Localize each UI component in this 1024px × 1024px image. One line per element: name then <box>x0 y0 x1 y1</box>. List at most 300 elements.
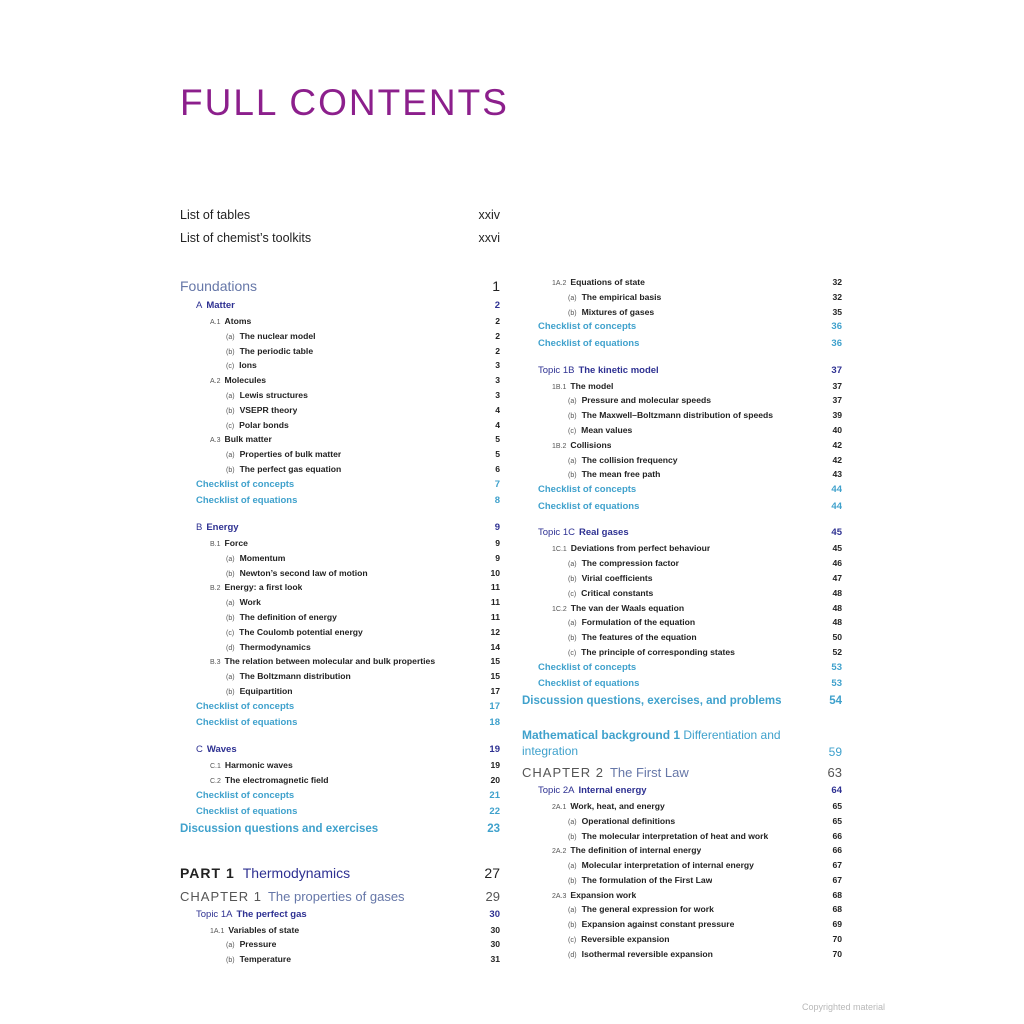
toc-entry-page: 47 <box>832 572 842 583</box>
toc-entry-page: 2 <box>495 330 500 341</box>
toc-entry-text <box>226 420 289 430</box>
toc-entry-subletter: (b) <box>226 348 235 356</box>
toc-entry-part[interactable] <box>180 865 500 889</box>
toc-entry-title: Checklist of equations <box>196 495 298 507</box>
toc-entry-lv2[interactable] <box>522 365 842 381</box>
toc-entry-lv4[interactable] <box>180 954 500 969</box>
front-matter-page: xxiv <box>478 208 500 222</box>
toc-entry-text <box>552 801 665 811</box>
toc-entry-page: 30 <box>489 908 500 920</box>
toc-entry-title: Checklist of equations <box>196 717 298 729</box>
toc-entry-text <box>538 484 636 495</box>
toc-entry-subletter: (b) <box>568 635 577 643</box>
toc-entry-number: 1B.2 <box>552 442 567 450</box>
toc-entry-lv4[interactable] <box>522 949 842 964</box>
toc-entry-lv3[interactable] <box>522 801 842 816</box>
toc-entry-title: The electromagnetic field <box>224 774 329 785</box>
toc-entry-page: 18 <box>489 717 500 729</box>
toc-entry-lv4[interactable] <box>180 612 500 627</box>
toc-entry-number: 2A.1 <box>552 803 567 811</box>
toc-entry-title: Matter <box>206 300 235 311</box>
toc-entry-text <box>226 390 308 400</box>
toc-entry-page: 29 <box>485 888 500 904</box>
toc-spacer <box>180 512 500 522</box>
toc-entry-subletter: (b) <box>568 922 577 930</box>
toc-entry-check[interactable] <box>180 717 500 734</box>
toc-entry-title: The definition of energy <box>239 611 337 622</box>
toc-entry-number: C.2 <box>210 777 221 785</box>
toc-entry-lv4[interactable] <box>180 686 500 701</box>
toc-entry-text <box>226 954 291 964</box>
toc-entry-text <box>180 278 257 294</box>
toc-entry-page: 6 <box>495 463 500 474</box>
toc-entry-lv2[interactable] <box>522 785 842 801</box>
toc-entry-page: 69 <box>832 919 842 930</box>
toc-entry-subletter: (b) <box>226 957 235 965</box>
toc-entry-subletter: (c) <box>568 937 577 945</box>
toc-entry-lv4[interactable] <box>522 573 842 588</box>
toc-entry-subletter: (c) <box>568 590 577 598</box>
toc-entry-title: Force <box>224 537 248 548</box>
toc-entry-page: 32 <box>832 277 842 287</box>
toc-entry-text <box>210 316 251 326</box>
toc-entry-page: 43 <box>832 469 842 480</box>
toc-entry-name: The First Law <box>609 764 689 780</box>
toc-entry-text <box>226 597 261 607</box>
toc-entry-page: 44 <box>831 484 842 496</box>
toc-entry-page: 37 <box>832 395 842 406</box>
toc-entry-page: 8 <box>494 495 500 507</box>
toc-entry-title: Deviations from perfect behaviour <box>570 543 711 554</box>
toc-entry-page: 68 <box>832 889 842 900</box>
toc-entry-page: 5 <box>495 434 500 445</box>
toc-entry-lv4[interactable] <box>522 617 842 632</box>
toc-entry-check[interactable] <box>522 338 842 355</box>
toc-entry-lv3[interactable] <box>522 845 842 860</box>
toc-entry-lv3[interactable] <box>180 775 500 790</box>
toc-entry-check[interactable] <box>522 662 842 679</box>
toc-entry-text <box>538 501 639 512</box>
toc-entry-page: 32 <box>832 291 842 302</box>
toc-entry-lv3[interactable] <box>522 440 842 455</box>
toc-entry-lv2[interactable] <box>180 909 500 925</box>
toc-entry-number: 1B.1 <box>552 383 567 391</box>
toc-entry-disc[interactable] <box>180 823 500 847</box>
toc-entry-title: Harmonic waves <box>224 759 293 770</box>
toc-entry-text <box>568 307 654 317</box>
toc-entry-title: Checklist of concepts <box>196 789 295 801</box>
toc-entry-check[interactable] <box>180 495 500 512</box>
toc-entry-title: The general expression for work <box>581 904 714 915</box>
toc-entry-number: C <box>196 743 203 755</box>
toc-entry-lv4[interactable] <box>180 360 500 375</box>
toc-entry-check[interactable] <box>180 701 500 718</box>
toc-entry-subletter: (a) <box>568 907 577 915</box>
toc-entry-subletter: (c) <box>568 649 577 657</box>
toc-entry-text <box>568 919 734 929</box>
toc-entry-check[interactable] <box>180 806 500 823</box>
toc-entry-lv2[interactable] <box>180 300 500 316</box>
toc-entry-page: 45 <box>832 543 842 554</box>
toc-entry-page: 64 <box>831 784 842 796</box>
toc-entry-text <box>226 449 341 459</box>
toc-entry-page: 35 <box>832 306 842 317</box>
toc-entry-subletter: (a) <box>226 674 235 682</box>
toc-entry-subletter: (a) <box>568 398 577 406</box>
toc-entry-text <box>210 582 302 592</box>
toc-entry-page: 9 <box>495 537 500 548</box>
toc-entry-lv3[interactable] <box>522 603 842 618</box>
toc-entry-page: 21 <box>489 789 500 801</box>
toc-entry-title: The nuclear model <box>239 330 316 341</box>
toc-entry-number: A.1 <box>210 319 221 326</box>
toc-entry-lv4[interactable] <box>180 671 500 686</box>
toc-entry-lv3[interactable] <box>522 890 842 905</box>
toc-entry-lv4[interactable] <box>522 816 842 831</box>
toc-entry-subletter: (a) <box>226 333 235 341</box>
toc-entry-text <box>538 678 639 689</box>
toc-entry-page: 54 <box>829 694 842 707</box>
toc-entry-text <box>538 365 659 376</box>
toc-entry-title: The compression factor <box>581 558 679 569</box>
toc-entry-page: 1 <box>492 278 500 294</box>
toc-entry-lv4[interactable] <box>522 632 842 647</box>
toc-entry-number: 1C.1 <box>552 546 567 554</box>
toc-entry-page: 12 <box>490 626 500 637</box>
toc-entry-subletter: (a) <box>568 818 577 826</box>
toc-entry-text <box>568 395 711 405</box>
toc-entry-title: Atoms <box>224 316 252 326</box>
toc-entry-page: 2 <box>495 345 500 356</box>
toc-entry-page: 17 <box>489 700 500 712</box>
toc-entry-subletter: (d) <box>568 951 577 959</box>
page-title: FULL CONTENTS <box>180 82 509 123</box>
toc-entry-lv4[interactable] <box>522 588 842 603</box>
toc-entry-number: Topic 1C <box>538 527 575 539</box>
toc-entry-lv4[interactable] <box>522 455 842 470</box>
toc-entry-text <box>210 434 272 444</box>
toc-entry-page: 11 <box>490 611 500 622</box>
toc-entry-lv4[interactable] <box>522 934 842 949</box>
toc-entry-title: Molecular interpretation of internal energy <box>581 860 754 871</box>
toc-entry-page: 3 <box>495 360 500 371</box>
toc-entry-text <box>196 909 307 920</box>
toc-entry-page: 63 <box>827 764 842 780</box>
toc-entry-title: Momentum <box>239 552 286 563</box>
toc-entry-lv4[interactable] <box>522 307 842 322</box>
front-matter-item-toolkits[interactable] <box>180 227 500 249</box>
toc-entry-title: Checklist of equations <box>196 806 298 818</box>
toc-entry-title: The Coulomb potential energy <box>239 626 363 637</box>
toc-entry-lv3[interactable] <box>180 434 500 449</box>
toc-entry-lv4[interactable] <box>180 449 500 464</box>
toc-entry-lv3[interactable] <box>180 538 500 553</box>
toc-entry-subletter: (b) <box>568 877 577 885</box>
toc-entry-text <box>180 865 350 881</box>
toc-entry-text <box>568 292 661 302</box>
toc-entry-text <box>568 558 679 568</box>
toc-entry-text <box>538 321 636 332</box>
toc-entry-chapter[interactable] <box>180 889 500 909</box>
toc-entry-lv3[interactable] <box>180 656 500 671</box>
toc-entry-lv4[interactable] <box>522 919 842 934</box>
toc-entry-page: 48 <box>832 587 842 598</box>
toc-entry-text <box>226 553 285 563</box>
toc-entry-text <box>538 527 629 538</box>
toc-entry-title: Checklist of equations <box>538 678 640 690</box>
toc-entry-subletter: (c) <box>226 363 235 371</box>
toc-entry-text <box>552 845 701 855</box>
toc-entry-lv4[interactable] <box>180 405 500 420</box>
front-matter-page: xxvi <box>478 231 500 245</box>
toc-entry-text <box>522 765 689 780</box>
toc-entry-title: The model <box>570 380 614 391</box>
toc-entry-text <box>226 612 337 622</box>
toc-entry-lv3[interactable] <box>180 316 500 331</box>
toc-entry-text <box>568 425 632 435</box>
toc-entry-title: Energy: a first look <box>224 582 303 593</box>
toc-entry-lv3[interactable] <box>180 760 500 775</box>
toc-entry-lv4[interactable] <box>180 346 500 361</box>
toc-entry-lv4[interactable] <box>522 875 842 890</box>
toc-entry-label: CHAPTER 2 <box>522 764 604 780</box>
toc-entry-lv4[interactable] <box>180 464 500 479</box>
toc-entry-lv4[interactable] <box>522 860 842 875</box>
toc-entry-page: 53 <box>831 678 842 690</box>
toc-entry-lv4[interactable] <box>180 331 500 346</box>
toc-entry-text <box>196 790 294 801</box>
toc-entry-text <box>196 717 297 728</box>
toc-entry-subletter: (b) <box>226 614 235 622</box>
toc-entry-text <box>568 875 712 885</box>
toc-entry-text <box>226 464 341 474</box>
toc-entry-number: Topic 2A <box>538 784 575 796</box>
toc-entry-page: 4 <box>495 419 500 430</box>
toc-entry-page: 31 <box>490 954 500 965</box>
toc-entry-text <box>522 727 802 759</box>
toc-entry-check[interactable] <box>180 479 500 496</box>
toc-entry-page: 36 <box>831 321 842 333</box>
toc-entry-text <box>210 538 248 548</box>
toc-entry-text <box>210 775 329 785</box>
toc-entry-lv4[interactable] <box>522 831 842 846</box>
toc-entry-lv4[interactable] <box>180 939 500 954</box>
toc-entry-page: 53 <box>831 661 842 673</box>
toc-entry-page: 59 <box>828 744 842 759</box>
toc-entry-page: 2 <box>494 300 500 311</box>
toc-entry-text <box>552 381 613 391</box>
toc-entry-title: The collision frequency <box>581 454 678 465</box>
toc-entry-lv4[interactable] <box>522 425 842 440</box>
toc-entry-text <box>522 695 781 707</box>
toc-entry-page: 45 <box>831 527 842 539</box>
toc-entry-subletter: (b) <box>226 466 235 474</box>
toc-entry-title: Operational definitions <box>581 815 676 826</box>
toc-entry-text <box>568 816 675 826</box>
toc-entry-number: B.2 <box>210 585 221 593</box>
toc-entry-title: The relation between molecular and bulk properties <box>224 656 436 667</box>
toc-entry-text <box>226 642 311 652</box>
toc-entry-page: 66 <box>832 830 842 841</box>
toc-entry-subletter: (b) <box>568 833 577 841</box>
toc-entry-text <box>210 656 435 666</box>
toc-entry-text <box>568 410 773 420</box>
toc-entry-title: Checklist of concepts <box>538 321 637 333</box>
toc-entry-check[interactable] <box>180 790 500 807</box>
copyright-notice: Copyrighted material <box>802 1002 886 1012</box>
toc-entry-text <box>226 686 293 696</box>
toc-entry-text <box>196 522 239 533</box>
toc-entry-title: The definition of internal energy <box>570 845 702 856</box>
toc-entry-text <box>568 860 754 870</box>
toc-entry-title: Mean values <box>581 424 633 435</box>
toc-entry-disc[interactable] <box>522 695 842 719</box>
toc-entry-number: Topic 1B <box>538 364 575 376</box>
toc-entry-page: 9 <box>494 521 500 533</box>
toc-entry-lv4[interactable] <box>180 553 500 568</box>
toc-entry-number: B.3 <box>210 659 221 667</box>
toc-entry-title: Collisions <box>570 439 612 450</box>
toc-entry-page: 4 <box>495 404 500 415</box>
toc-entry-lv4[interactable] <box>180 390 500 405</box>
toc-entry-text <box>538 785 647 796</box>
toc-entry-title: The empirical basis <box>581 291 662 302</box>
toc-entry-mathbg[interactable] <box>522 719 842 765</box>
toc-entry-title: Equipartition <box>239 685 293 696</box>
toc-entry-subletter: (b) <box>568 472 577 480</box>
toc-entry-title: Thermodynamics <box>239 641 311 652</box>
front-matter-label: List of chemist’s toolkits <box>180 231 312 245</box>
toc-entry-lv2[interactable] <box>522 527 842 543</box>
toc-entry-title: Bulk matter <box>224 434 272 445</box>
toc-entry-lv4[interactable] <box>180 642 500 657</box>
toc-spacer <box>522 517 842 527</box>
toc-entry-title: The van der Waals equation <box>570 602 685 613</box>
front-matter-item-tables[interactable] <box>180 204 500 226</box>
toc-entry-page: 23 <box>487 822 500 835</box>
toc-entry-page: 22 <box>489 806 500 818</box>
toc-entry-title: Pressure and molecular speeds <box>581 395 712 406</box>
toc-entry-number: Topic 1A <box>196 908 233 920</box>
toc-entry-subletter: (a) <box>226 942 235 950</box>
toc-entry-lv4[interactable] <box>180 568 500 583</box>
toc-entry-title: Pressure <box>239 939 277 950</box>
toc-entry-page: 65 <box>832 800 842 811</box>
toc-entry-lv4[interactable] <box>522 469 842 484</box>
toc-entry-page: 3 <box>495 375 500 386</box>
toc-entry-lv4[interactable] <box>180 627 500 642</box>
toc-entry-title: The formulation of the First Law <box>581 874 713 885</box>
toc-entry-lv3[interactable] <box>522 381 842 396</box>
toc-entry-title: Critical constants <box>581 587 654 598</box>
toc-entry-lv4[interactable] <box>522 292 842 307</box>
toc-entry-subletter: (a) <box>568 457 577 465</box>
toc-entry-number: A <box>196 300 203 311</box>
toc-entry-text <box>568 632 697 642</box>
toc-entry-subletter: (c) <box>226 629 235 637</box>
toc-entry-text <box>568 904 714 914</box>
toc-entry-subletter: (a) <box>568 561 577 569</box>
toc-entry-title: Checklist of concepts <box>196 700 295 712</box>
toc-entry-page: 27 <box>484 864 500 881</box>
toc-entry-text <box>226 405 297 415</box>
toc-entry-lv3[interactable] <box>522 277 842 292</box>
toc-entry-lv4[interactable] <box>180 420 500 435</box>
toc-entry-lv2[interactable] <box>180 522 500 538</box>
toc-entry-label: PART 1 <box>180 864 235 881</box>
toc-entry-chapter[interactable] <box>522 765 842 785</box>
toc-entry-text <box>226 568 368 578</box>
toc-entry-number: B <box>196 521 203 533</box>
toc-entry-title: Discussion questions and exercises <box>180 822 379 835</box>
toc-entry-lv4[interactable] <box>180 597 500 612</box>
toc-entry-lv3[interactable] <box>522 543 842 558</box>
toc-entry-title: Real gases <box>578 527 629 539</box>
toc-entry-title: The molecular interpretation of heat and work <box>581 830 769 841</box>
toc-entry-title: The perfect gas equation <box>239 463 342 474</box>
toc-entry-text <box>552 543 710 553</box>
toc-entry-page: 48 <box>832 602 842 613</box>
toc-entry-lv4[interactable] <box>522 410 842 425</box>
toc-entry-title: Properties of bulk matter <box>239 449 342 460</box>
toc-entry-number: 1C.2 <box>552 605 567 613</box>
toc-entry-check[interactable] <box>522 678 842 695</box>
toc-entry-title: Work <box>239 597 261 608</box>
toc-entry-subletter: (a) <box>568 863 577 871</box>
toc-entry-text <box>552 603 684 613</box>
toc-entry-lv3[interactable] <box>180 582 500 597</box>
toc-entry-subletter: (c) <box>568 427 577 435</box>
toc-spacer <box>180 847 500 865</box>
toc-entry-check[interactable] <box>522 321 842 338</box>
toc-entry-lv4[interactable] <box>522 395 842 410</box>
toc-entry-page: 50 <box>832 632 842 643</box>
toc-entry-text <box>538 338 639 349</box>
toc-entry-check[interactable] <box>522 484 842 501</box>
toc-entry-title: Molecules <box>224 375 267 386</box>
toc-right-column <box>522 277 842 964</box>
toc-entry-subletter: (a) <box>226 392 235 400</box>
toc-entry-number: 1A.1 <box>210 927 225 935</box>
toc-entry-lv4[interactable] <box>522 647 842 662</box>
toc-entry-lv3[interactable] <box>180 375 500 390</box>
toc-entry-part-heading[interactable] <box>180 278 500 300</box>
toc-entry-page: 39 <box>832 410 842 421</box>
toc-entry-number: A.3 <box>210 437 221 445</box>
toc-entry-subletter: (d) <box>226 644 235 652</box>
toc-entry-title: The Maxwell–Boltzmann distribution of speeds <box>581 410 774 421</box>
toc-entry-lv4[interactable] <box>522 558 842 573</box>
toc-entry-text <box>180 823 378 835</box>
toc-entry-lv3[interactable] <box>180 925 500 940</box>
toc-entry-title: Checklist of concepts <box>538 661 637 673</box>
toc-entry-title: The mean free path <box>581 469 661 480</box>
toc-entry-page: 66 <box>832 845 842 856</box>
toc-entry-text <box>568 647 735 657</box>
toc-entry-title: Newton’s second law of motion <box>239 567 368 578</box>
toc-entry-text <box>210 375 266 385</box>
toc-entry-title: Variables of state <box>228 924 300 935</box>
toc-entry-number: A.2 <box>210 378 221 386</box>
toc-entry-lv4[interactable] <box>522 904 842 919</box>
front-matter-label: List of tables <box>180 208 251 222</box>
toc-entry-text <box>210 925 299 935</box>
toc-entry-text <box>196 744 237 755</box>
toc-entry-lv2[interactable] <box>180 744 500 760</box>
toc-entry-page: 15 <box>490 656 500 667</box>
toc-entry-text <box>568 469 660 479</box>
toc-entry-check[interactable] <box>522 501 842 518</box>
